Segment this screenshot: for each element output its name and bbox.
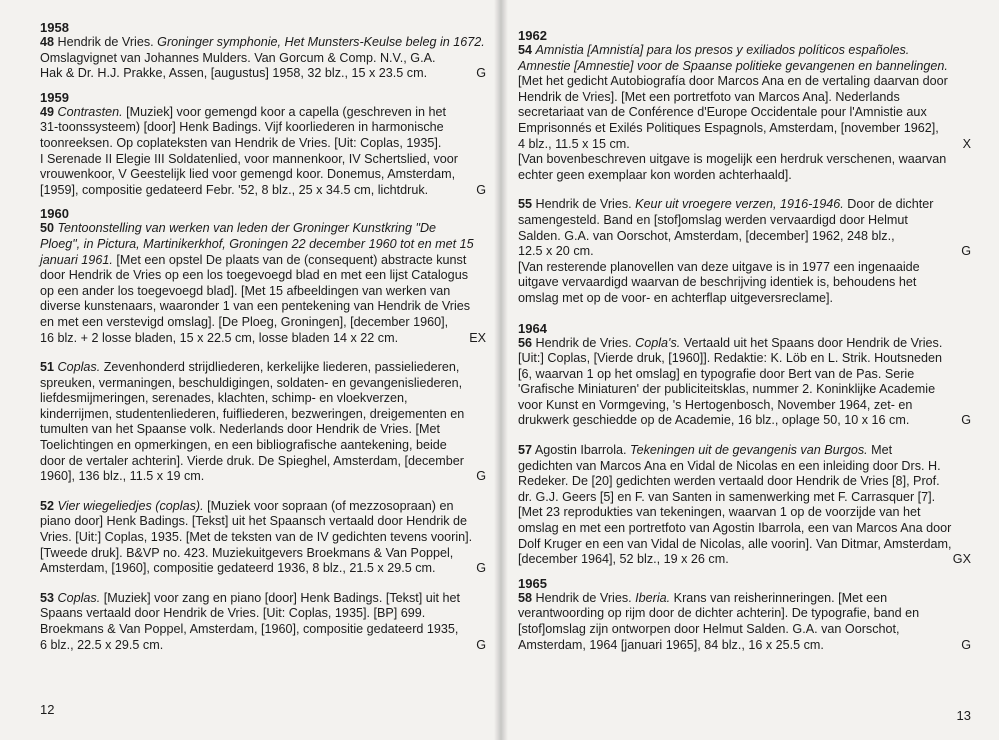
entry-line: Hendrik de Vries]. [Met een portretfoto van Marcos Ana]. Nederlands <box>518 89 900 104</box>
entry-line: vrouwenkoor, V Geestelijk lied voor gemengd koor. Donemus, Amsterdam, <box>40 167 456 182</box>
page-number: 13 <box>956 708 971 723</box>
entry-line: voor Kunst en Vormgeving, 's Hertogenbosch, November 1964, zet- en <box>518 397 913 412</box>
entry-line: op een ander los toegevoegd blad]. [Met 15 afbeeldingen van werken van <box>40 283 451 298</box>
entry-title: Vier wiegeliedjes (coplas). <box>57 498 204 513</box>
entry-title: Tekeningen uit de gevangenis van Burgos. <box>630 443 868 458</box>
entry-code: GX <box>952 552 971 567</box>
entry-code: G <box>961 244 971 259</box>
entry-text: [Muziek voor sopraan (of mezzosopraan) en <box>207 498 454 513</box>
entry-line: Dolf Kruger en een van Vidal de Nicolas, alle voorin]. Van Ditmar, Amsterdam, <box>518 536 952 551</box>
entry-text: [Met een opstel De plaats van de (consequent) abstracte kunst <box>116 252 467 267</box>
entry-note-line: omslag met op de voor- en achterflap uitgeversreclame]. <box>518 290 833 305</box>
entry-line: 6 blz., 22.5 x 29.5 cm. <box>40 637 164 652</box>
entry-code: G <box>476 66 486 81</box>
entry-text: [Muziek] voor gemengd koor a capella (geschreven in het <box>126 104 447 119</box>
entry-line: I Serenade II Elegie III Soldatenlied, voor mannenkoor, IV Schertslied, voor <box>40 151 458 166</box>
entry-line: [Met 23 reprodukties van tekeningen, waarvan 1 op de voorzijde van het <box>518 505 921 520</box>
entry-line: 4 blz., 11.5 x 15 cm. <box>518 136 630 151</box>
entry-author: Hendrik de Vries. <box>57 35 154 49</box>
entry-line: door Hendrik de Vries op een los toegevoegd blad en met een lijst Catalogus <box>40 268 468 283</box>
entry-line: [Uit:] Coplas, [Vierde druk, [1960]]. Redaktie: K. Löb en L. Strik. Houtsneden <box>518 351 942 366</box>
entry-code: G <box>476 561 486 576</box>
entry-text: Vertaald uit het Spaans door Hendrik de Vries. <box>683 335 943 350</box>
entry-number: 50 <box>40 221 55 236</box>
book-gutter <box>494 0 508 740</box>
entry-code: G <box>961 413 971 428</box>
entry-line: liefdesmijmeringen, serenades, klachten, schimp- en vloekverzen, <box>40 391 408 406</box>
entry-line: Amsterdam, [1960], compositie gedateerd 1936, 8 blz., 21.5 x 29.5 cm. <box>40 561 436 576</box>
entry-text: [Muziek] voor zang en piano [door] Henk Badings. [Tekst] uit het <box>103 590 461 605</box>
entry-52 <box>40 499 486 577</box>
entry-number: 53 <box>40 590 55 605</box>
entry-title-line: Ploeg", in Pictura, Martinikerkhof, Groningen 22 december 1960 tot en met 15 <box>40 236 474 251</box>
entry-title: Iberia. <box>635 590 671 605</box>
entry-line: Amsterdam, 1964 [januari 1965], 84 blz., 16 x 25.5 cm. <box>518 637 824 652</box>
entry-51 <box>40 360 486 485</box>
entry-line: tumulten van het Spaanse volk. Nederlands door Hendrik de Vries. [Met <box>40 422 440 437</box>
entry-title: Groninger symphonie, Het Munsters-Keulse beleg in 1672. <box>157 35 485 49</box>
entry-line: [1959], compositie gedateerd Febr. '52, 8 blz., 25 x 34.5 cm, lichtdruk. <box>40 182 429 197</box>
entry-line: secretariaat van de Conférence d'Europe Occidentale pour l'Amnistie aux <box>518 105 927 120</box>
entry-text: Door de dichter <box>847 197 934 212</box>
entry-author: Hendrik de Vries. <box>535 197 632 212</box>
entry-number: 57 <box>518 443 533 458</box>
entry-author: Hendrik de Vries. <box>535 590 632 605</box>
entry-text: Met <box>871 443 893 458</box>
entry-50 <box>40 221 486 346</box>
entry-line: omslag en met een portretfoto van Agostin Ibarrola, een van Marcos Ana door <box>518 521 952 536</box>
entry-53 <box>40 591 486 653</box>
entry-note-line: uitgave vervaardigd waarvan de beschrijving identiek is, behoudens het <box>518 275 917 290</box>
entry-number: 51 <box>40 360 55 375</box>
page-number: 12 <box>40 702 55 717</box>
entry-title-line: januari 1961. <box>40 252 113 267</box>
entry-line: kinderrijmen, studentenliederen, fuifliederen, bezweringen, dreigementen en <box>40 406 465 421</box>
entry-line: [Met het gedicht Autobiografía door Marcos Ana en de vertaling daarvan door <box>518 74 948 89</box>
entry-line: 31-toonssysteem) [door] Henk Badings. Vijf koorliederen in harmonische <box>40 120 444 135</box>
entry-line: 12.5 x 20 cm. <box>518 244 594 259</box>
entry-author: Hendrik de Vries. <box>535 335 632 350</box>
entry-line: door de vertaler achterin]. Vierde druk. De Spieghel, Amsterdam, [december <box>40 453 464 468</box>
entry-line: verantwoording op rijm door de dichter achterin]. De typografie, band en <box>518 606 920 621</box>
entry-line: [stof]omslag zijn ontworpen door Helmut Salden. G.A. van Oorschot, <box>518 622 900 636</box>
entry-number: 49 <box>40 104 55 119</box>
entry-title: Amnistia [Amnistía] para los presos y exiliados políticos españoles. <box>535 43 910 57</box>
entry-58 <box>518 591 971 653</box>
entry-line: gedichten van Marcos Ana en Vidal de Nicolas en een inleiding door Drs. H. <box>518 458 941 473</box>
entry-text: Zevenhonderd strijdliederen, kerkelijke liederen, passieliederen, <box>103 360 460 375</box>
entry-code: G <box>476 637 486 652</box>
entry-line: en met een verstevigd omslag]. [De Ploeg, Groningen], [december 1960], <box>40 314 449 329</box>
entry-line: toonreeksen. Op coplateksten van Hendrik de Vries. [Uit: Coplas, 1935]. <box>40 135 442 150</box>
entry-title: Coplas. <box>57 360 101 375</box>
entry-number: 54 <box>518 43 533 57</box>
entry-line: dr. G.J. Geers [5] en F. van Santen in samenwerking met F. Carrasquer [7]. <box>518 489 936 504</box>
year-heading-1965: 1965 <box>518 575 547 591</box>
entry-title-line: Amnestie [Amnestie] voor de Spaanse politieke gevangenen en bannelingen. <box>518 58 948 73</box>
entry-line: drukwerk geschiedde op de Academie, 16 blz., oplage 50, 10 x 16 cm. <box>518 413 910 428</box>
entry-note-line: echter geen exemplaar kon worden achterhaald]. <box>518 167 792 182</box>
entry-number: 52 <box>40 498 55 513</box>
year-heading-1962: 1962 <box>518 28 547 43</box>
entry-line: Vries. [Uit:] Coplas, 1935. [Met de teksten van de IV gedichten tevens voorin]. <box>40 530 473 545</box>
entry-number: 48 <box>40 35 55 49</box>
entry-title: Keur uit vroegere verzen, 1916-1946. <box>635 197 844 212</box>
entry-line: [december 1964], 52 blz., 19 x 26 cm. <box>518 552 729 567</box>
entry-line: diverse kunstenaars, waaronder 1 van een pentekening van Hendrik de Vries <box>40 299 471 314</box>
entry-line: [6, waarvan 1 op het omslag] en typografie door Bert van de Pas. Serie <box>518 366 915 381</box>
entry-code: EX <box>469 330 486 345</box>
entry-55 <box>518 197 971 306</box>
entry-line: Hak & Dr. H.J. Prakke, Assen, [augustus] 1958, 32 blz., 15 x 23.5 cm. <box>40 66 428 81</box>
entry-code: G <box>476 182 486 197</box>
entry-54 <box>518 43 971 183</box>
entry-line: Salden. G.A. van Oorschot, Amsterdam, [december] 1962, 248 blz., <box>518 228 895 243</box>
entry-line: samengesteld. Band en [stof]omslag werden vervaardigd door Helmut <box>518 212 908 227</box>
entry-code: G <box>476 469 486 484</box>
entry-number: 56 <box>518 335 533 350</box>
entry-line: 'Grafische Miniaturen' der publiciteitsklas, nummer 2. Koninklijke Academie <box>518 382 936 397</box>
entry-text: Omslagvignet van Johannes Mulders. Van Gorcum & Comp. N.V., G.A. <box>40 50 436 65</box>
entry-48 <box>40 35 486 82</box>
entry-line: Redeker. De [20] gedichten werden vertaald door Hendrik de Vries [8], Prof. <box>518 474 940 489</box>
entry-code: X <box>962 136 971 151</box>
right-page <box>500 0 999 740</box>
entry-line: Broekmans & Van Poppel, Amsterdam, [1960], compositie gedateerd 1935, <box>40 622 459 636</box>
year-heading-1959: 1959 <box>40 89 69 105</box>
entry-line: Spaans vertaald door Hendrik de Vries. [Uit: Coplas, 1935]. [BP] 699. <box>40 606 426 621</box>
entry-number: 58 <box>518 590 533 605</box>
entry-line: piano door] Henk Badings. [Tekst] uit het Spaansch vertaald door Hendrik de <box>40 514 468 529</box>
entry-line: Emprisonnés et Exilés Politiques Espagnols, Amsterdam, [november 1962], <box>518 120 939 135</box>
entry-56 <box>518 336 971 430</box>
entry-text: Krans van reisherinneringen. [Met een <box>673 590 888 605</box>
entry-line: Toelichtingen en opmerkingen, en een bibliografische aantekening, beide <box>40 438 447 453</box>
entry-line: 16 blz. + 2 losse bladen, 15 x 22.5 cm, losse bladen 14 x 22 cm. <box>40 330 399 345</box>
entry-title: Coplas. <box>57 590 101 605</box>
entry-author: Agostin Ibarrola. <box>534 443 627 458</box>
year-heading-1964: 1964 <box>518 320 547 336</box>
entry-line: [Tweede druk]. B&VP no. 423. Muziekuitgevers Broekmans & Van Poppel, <box>40 545 454 560</box>
entry-title: Contrasten. <box>57 104 123 119</box>
entry-49 <box>40 105 486 199</box>
entry-title: Copla's. <box>635 335 681 350</box>
entry-note-line: [Van resterende planovellen van deze uitgave is in 1977 een ingenaaide <box>518 259 920 274</box>
year-heading-1958: 1958 <box>40 20 69 35</box>
entry-code: G <box>961 637 971 652</box>
entry-line: spreuken, vermaningen, beschuldigingen, soldaten- en gevangenisliederen, <box>40 375 463 390</box>
entry-title: Tentoonstelling van werken van leden der Groninger Kunstkring "De <box>57 221 437 236</box>
entry-note-line: [Van bovenbeschreven uitgave is mogelijk een herdruk verschenen, waarvan <box>518 152 947 167</box>
entry-number: 55 <box>518 197 533 212</box>
entry-57 <box>518 443 971 568</box>
entry-line: 1960], 136 blz., 11.5 x 19 cm. <box>40 469 205 484</box>
year-heading-1960: 1960 <box>40 206 69 222</box>
